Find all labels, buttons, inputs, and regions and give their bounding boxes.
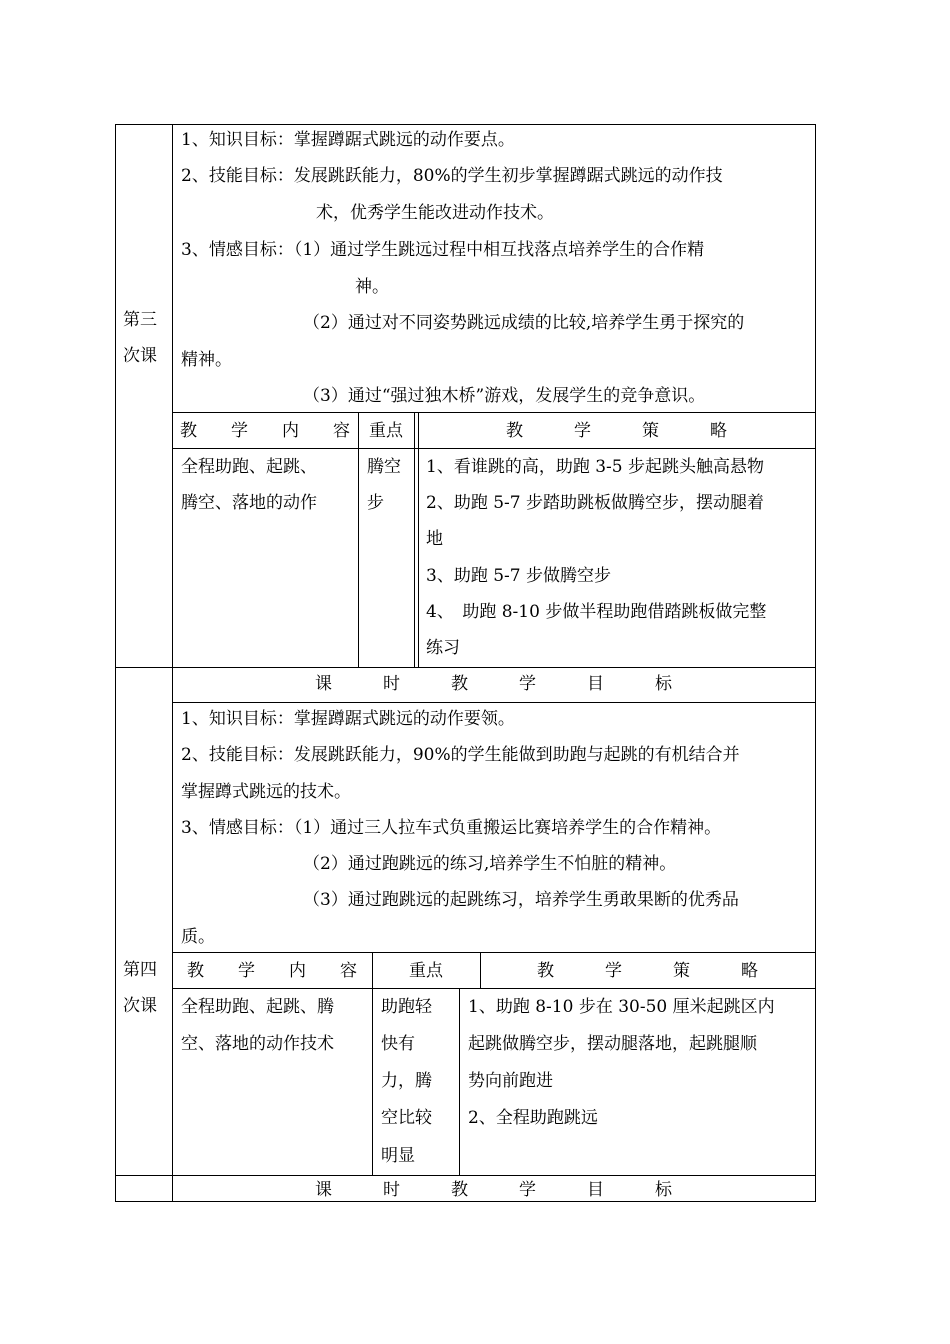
lesson4-label-line1: 第四 <box>123 960 157 980</box>
lesson4-affect-objective-3-cont: 质。 <box>181 927 215 947</box>
lesson3-strategy-item: 4、 助跑 8-10 步做半程助跑借踏跳板做完整 <box>426 602 767 622</box>
lesson4-label-line2: 次课 <box>123 996 157 1016</box>
lesson3-strategy-item: 1、看谁跳的高，助跑 3-5 步起跳头触高悬物 <box>426 457 764 477</box>
lesson3-content-line2: 腾空、落地的动作 <box>181 493 317 513</box>
lesson3-strategy-item: 3、助跑 5-7 步做腾空步 <box>426 566 611 586</box>
lesson4-focus-line: 快有 <box>381 1034 415 1054</box>
lesson3-skill-objective-cont: 术，优秀学生能改进动作技术。 <box>316 203 554 223</box>
row-divider <box>172 988 816 989</box>
lesson3-affect-objective: 3、情感目标：（1）通过学生跳远过程中相互找落点培养学生的合作精 <box>181 240 705 260</box>
row-divider <box>172 448 816 449</box>
lesson4-strategy-item: 1、助跑 8-10 步在 30-50 厘米起跳区内 <box>468 997 775 1017</box>
lesson4-focus-line: 助跑轻 <box>381 997 432 1017</box>
lesson3-affect-objective-3: （3）通过“强过独木桥”游戏，发展学生的竞争意识。 <box>303 386 706 406</box>
lesson4-knowledge-objective: 1、知识目标：掌握蹲踞式跳远的动作要领。 <box>181 709 515 729</box>
lesson4-content-line1: 全程助跑、起跳、腾 <box>181 997 334 1017</box>
lesson4-strategy-item: 势向前跑进 <box>468 1071 553 1091</box>
column-divider <box>372 952 373 1175</box>
lesson4-strategy-item: 2、全程助跑跳远 <box>468 1108 598 1128</box>
lesson4-affect-objective-2: （2）通过跑跳远的练习,培养学生不怕脏的精神。 <box>303 854 677 874</box>
lesson3-focus-line2: 步 <box>367 493 384 513</box>
lesson4-content-line2: 空、落地的动作技术 <box>181 1034 334 1054</box>
column-divider <box>459 988 460 1175</box>
lesson4-focus-line: 力，腾 <box>381 1071 432 1091</box>
lesson3-label <box>123 310 157 366</box>
lesson3-focus-line1: 腾空 <box>367 457 401 477</box>
lesson4-skill-objective-cont: 掌握蹲式跳远的技术。 <box>181 782 351 802</box>
lesson3-label-line1: 第三 <box>123 310 157 330</box>
row-divider <box>172 952 816 953</box>
label-column-divider <box>172 124 173 1202</box>
lesson4-label <box>123 960 157 1016</box>
lesson3-skill-objective: 2、技能目标：发展跳跃能力，80%的学生初步掌握蹲踞式跳远的动作技 <box>181 166 723 186</box>
lesson3-knowledge-objective: 1、知识目标：掌握蹲踞式跳远的动作要点。 <box>181 130 515 150</box>
lesson4-header-focus: 重点 <box>409 961 443 981</box>
column-divider <box>418 412 419 667</box>
lesson4-affect-objective: 3、情感目标：（1）通过三人拉车式负重搬运比赛培养学生的合作精神。 <box>181 818 722 838</box>
lesson4-affect-objective-3: （3）通过跑跳远的起跳练习，培养学生勇敢果断的优秀品 <box>303 890 739 910</box>
row-divider <box>115 1175 816 1176</box>
lesson3-strategy-item: 地 <box>426 529 443 549</box>
lesson3-label-line2: 次课 <box>123 346 157 366</box>
lesson3-affect-objective-cont: 神。 <box>355 277 389 297</box>
lesson3-content-line1: 全程助跑、起跳、 <box>181 457 317 477</box>
lesson4-section-header: 课 时 教 学 目 标 <box>315 674 672 694</box>
column-divider <box>414 412 415 667</box>
lesson3-strategy-item: 练习 <box>426 638 460 658</box>
lesson4-focus-line: 明显 <box>381 1146 415 1166</box>
column-divider <box>358 412 359 667</box>
lesson4-header-content: 教 学 内 容 <box>187 961 357 981</box>
lesson4-header-strategy: 教 学 策 略 <box>537 961 758 981</box>
row-divider <box>172 702 816 703</box>
lesson5-section-header: 课 时 教 学 目 标 <box>315 1180 672 1200</box>
lesson4-skill-objective: 2、技能目标：发展跳跃能力，90%的学生能做到助跑与起跳的有机结合并 <box>181 745 740 765</box>
lesson3-header-focus: 重点 <box>369 421 403 441</box>
table-border-left <box>115 124 116 1202</box>
row-divider <box>172 412 816 413</box>
lesson3-header-strategy: 教 学 策 略 <box>506 421 727 441</box>
lesson3-affect-objective-2: （2）通过对不同姿势跳远成绩的比较,培养学生勇于探究的 <box>303 313 745 333</box>
lesson4-focus-line: 空比较 <box>381 1108 432 1128</box>
lesson4-strategy-item: 起跳做腾空步，摆动腿落地，起跳腿顺 <box>468 1034 757 1054</box>
table-border-bottom <box>115 1201 816 1202</box>
table-border-right <box>815 124 816 1202</box>
table-border-top <box>115 124 816 125</box>
row-divider <box>115 667 816 668</box>
lesson3-affect-objective-2-cont: 精神。 <box>181 350 232 370</box>
lesson3-strategy-item: 2、助跑 5-7 步踏助跳板做腾空步，摆动腿着 <box>426 493 764 513</box>
lesson3-header-content: 教 学 内 容 <box>180 421 350 441</box>
